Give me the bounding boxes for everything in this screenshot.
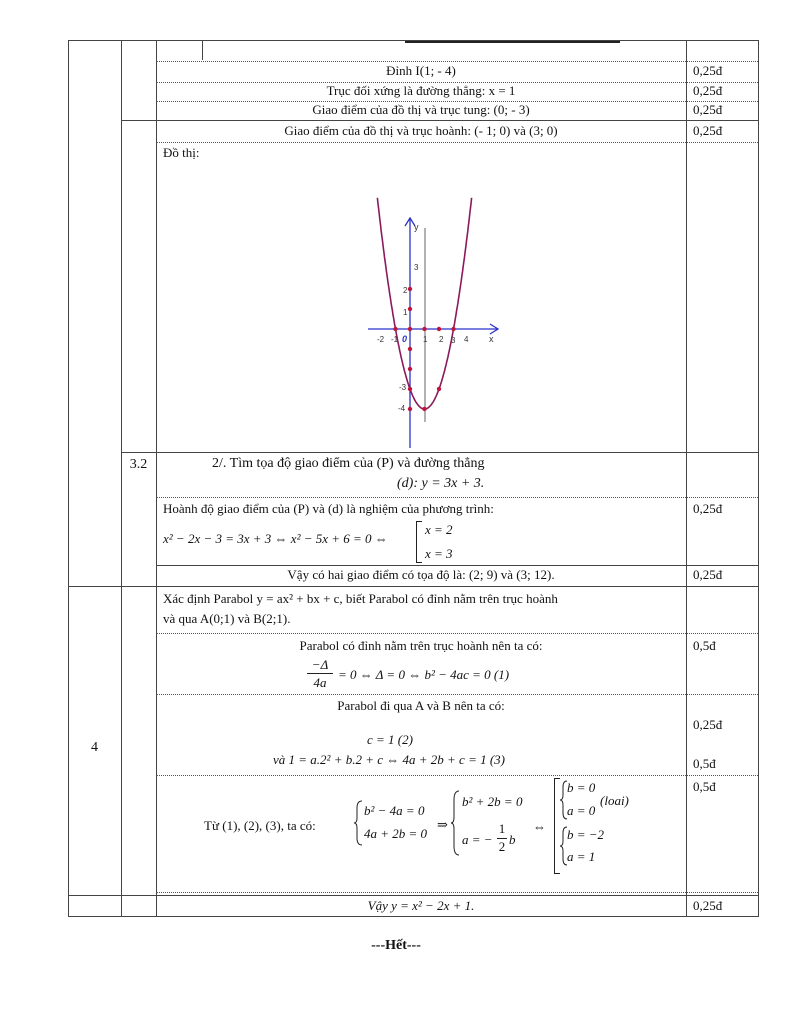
graph-point bbox=[437, 327, 441, 331]
question-number-4: 4 bbox=[91, 740, 98, 755]
system-1-eq-a: b² − 4a = 0 bbox=[364, 803, 425, 818]
system-2-eq-b-tail: b bbox=[509, 832, 516, 847]
score-9: 0,5đ bbox=[693, 756, 716, 771]
score-2: 0,25đ bbox=[693, 83, 723, 98]
graph-point bbox=[408, 327, 412, 331]
conclusion-3: Vậy có hai giao điểm có tọa độ là: (2; 9) và (3; 12). bbox=[287, 567, 555, 582]
graph-point bbox=[408, 347, 412, 351]
system-1-brace bbox=[354, 800, 364, 846]
vertex-condition-text: Parabol có đỉnh nằm trên trục hoành nên ta có: bbox=[299, 638, 543, 653]
graph-point bbox=[437, 387, 441, 391]
task-2-line2: (d): y = 3x + 3. bbox=[397, 476, 485, 491]
system-1-eq-b: 4a + 2b = 0 bbox=[364, 826, 428, 841]
quadratic-equation: x² − 2x − 3 = 3x + 3 ⇔ x² − 5x + 6 = 0 ⇔ bbox=[163, 531, 388, 546]
task-2-line1: 2/. Tìm tọa độ giao điểm của (P) và đường thẳng bbox=[212, 456, 485, 471]
origin-label: 0 bbox=[402, 334, 408, 344]
x-tick-neg2: -2 bbox=[377, 335, 385, 344]
graph-point bbox=[422, 327, 426, 331]
system-2-brace bbox=[451, 790, 461, 856]
equivalent-arrow: ⇔ bbox=[533, 819, 546, 834]
delta-denominator: 4a bbox=[313, 675, 327, 690]
task-4-line2: và qua A(0;1) và B(2;1). bbox=[163, 611, 291, 626]
y-tick-neg3: -3 bbox=[399, 383, 407, 392]
y-tick-3: 3 bbox=[414, 263, 419, 272]
half-numerator: 1 bbox=[498, 821, 506, 836]
score-3: 0,25đ bbox=[693, 102, 723, 117]
delta-fraction-bar bbox=[307, 673, 333, 674]
root-1: x = 2 bbox=[425, 522, 453, 537]
x-tick-1: 1 bbox=[423, 335, 428, 344]
graph-point bbox=[393, 327, 397, 331]
y-tick-neg4: -4 bbox=[398, 404, 406, 413]
vertex-row: Đỉnh I(1; - 4) bbox=[386, 63, 456, 78]
graph-point bbox=[451, 327, 455, 331]
implies-arrow: ⇒ bbox=[437, 817, 448, 832]
graph-point bbox=[408, 367, 412, 371]
from-text: Từ (1), (2), (3), ta có: bbox=[204, 818, 316, 833]
solution-1-b: b = 0 bbox=[567, 780, 596, 795]
root-2: x = 3 bbox=[425, 546, 453, 561]
parabola-graph bbox=[360, 150, 510, 450]
score-7: 0,5đ bbox=[693, 638, 716, 653]
score-8: 0,25đ bbox=[693, 717, 723, 732]
graph-point bbox=[408, 407, 412, 411]
score-10: 0,5đ bbox=[693, 779, 716, 794]
x-tick-2: 2 bbox=[439, 335, 444, 344]
equation-2: c = 1 (2) bbox=[367, 732, 413, 747]
x-tick-4: 4 bbox=[464, 335, 469, 344]
delta-equation: = 0 ⇔ Δ = 0 ⇔ b² − 4ac = 0 (1) bbox=[338, 667, 510, 682]
rejected-note: (loai) bbox=[600, 793, 629, 808]
system-2-eq-a: b² + 2b = 0 bbox=[462, 794, 523, 809]
score-5: 0,25đ bbox=[693, 501, 723, 516]
score-6: 0,25đ bbox=[693, 567, 723, 582]
score-11: 0,25đ bbox=[693, 898, 723, 913]
y-tick-1: 1 bbox=[403, 308, 408, 317]
y-tick-2: 2 bbox=[403, 286, 408, 295]
score-4: 0,25đ bbox=[693, 123, 723, 138]
graph-label: Đồ thị: bbox=[163, 145, 200, 160]
y-intercept-row: Giao điểm của đồ thị và trục tung: (0; - 3) bbox=[312, 102, 530, 117]
subquestion-3-2: 3.2 bbox=[129, 457, 148, 472]
task-4-line1: Xác định Parabol y = ax² + bx + c, biết Parabol có đỉnh nằm trên trục hoành bbox=[163, 591, 558, 606]
x-axis-label: x bbox=[489, 334, 494, 344]
graph-point bbox=[408, 287, 412, 291]
roots-bracket bbox=[416, 521, 422, 563]
axis-row: Trục đối xứng là đường thẳng: x = 1 bbox=[326, 83, 516, 98]
y-axis-label: y bbox=[414, 222, 419, 232]
solution-2-b: b = −2 bbox=[567, 827, 605, 842]
half-denominator: 2 bbox=[498, 839, 506, 854]
graph-point bbox=[408, 387, 412, 391]
final-answer: Vậy y = x² − 2x + 1. bbox=[367, 898, 475, 913]
equation-3: và 1 = a.2² + b.2 + c ⇔ 4a + 2b + c = 1 (3) bbox=[273, 752, 506, 767]
end-marker: ---Hết--- bbox=[371, 938, 421, 953]
graph-point bbox=[408, 307, 412, 311]
delta-numerator: −Δ bbox=[311, 657, 329, 672]
system-2-eq-b: a = − bbox=[462, 832, 493, 847]
score-1: 0,25đ bbox=[693, 63, 723, 78]
solution-1-a: a = 0 bbox=[567, 803, 596, 818]
graph-point bbox=[422, 407, 426, 411]
pass-through-text: Parabol đi qua A và B nên ta có: bbox=[337, 698, 505, 713]
x-tick-3: 3 bbox=[451, 336, 456, 345]
x-tick-neg1: -1 bbox=[391, 335, 399, 344]
x-intercepts-row: Giao điểm của đồ thị và trục hoành: (- 1; 0) và (3; 0) bbox=[284, 123, 558, 138]
abscissa-text: Hoành độ giao điểm của (P) và (d) là nghiệm của phương trình: bbox=[163, 501, 494, 516]
solution-2-a: a = 1 bbox=[567, 849, 596, 864]
